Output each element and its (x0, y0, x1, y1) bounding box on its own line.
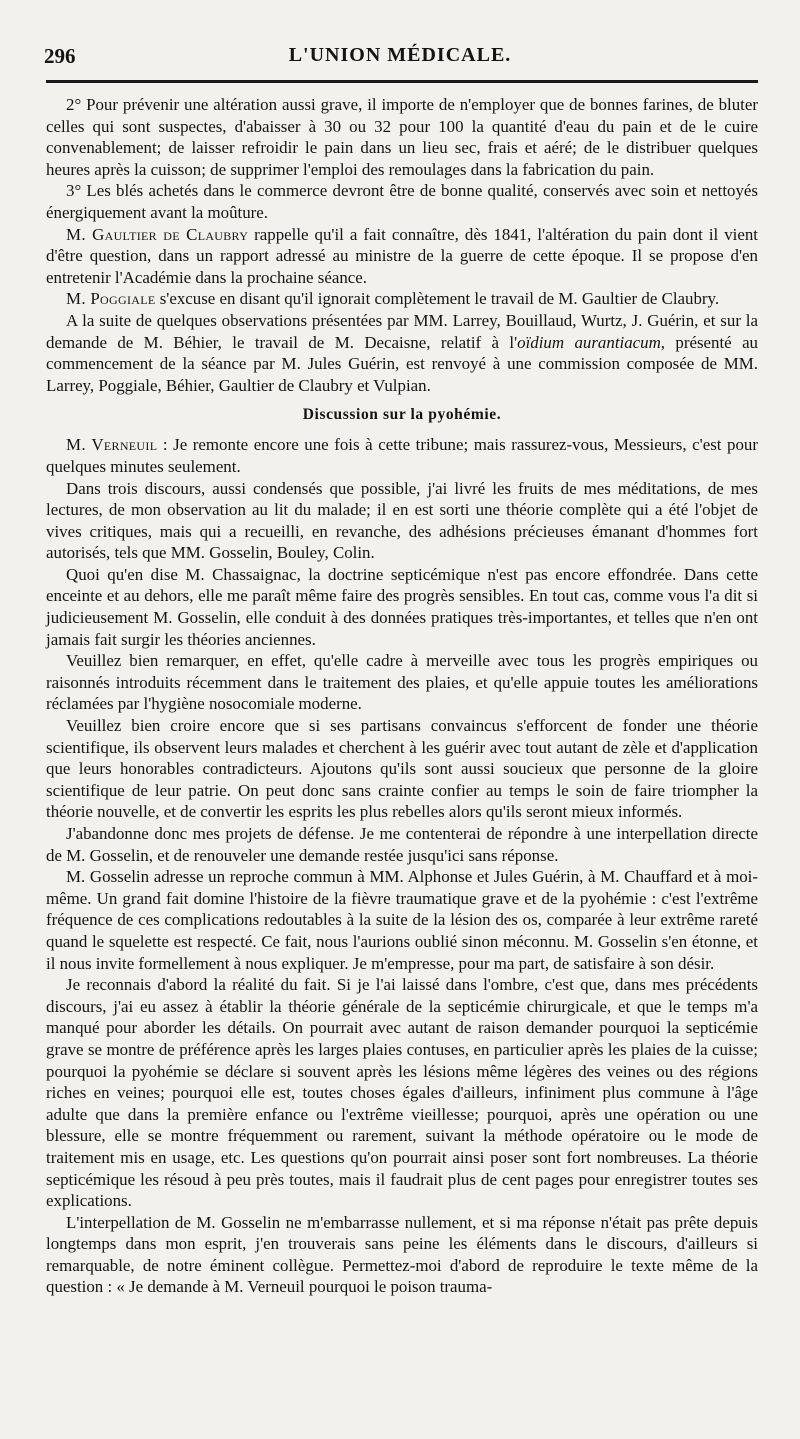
section-heading: Discussion sur la pyohémie. (302, 406, 502, 424)
page-number: 296 (44, 44, 76, 68)
species-name: oïdium aurantiacum (517, 332, 661, 352)
paragraph-text: A la suite de quelques observations présentées par MM. Larrey, Bouillaud, Wurtz, J. Guérin, et sur la demande de M. Béhier, le travail de M. Decaisne, relatif à l' (46, 310, 758, 352)
paragraph-11: J'abandonne donc mes projets de défense. Je me contenterai de répondre à une interpellation directe de M. Gosselin, et de renouveler une demande restée jusqu'ici sans réponse. (46, 824, 758, 865)
speaker-name: M. Poggiale (66, 289, 156, 309)
paragraph-8: Quoi qu'en dise M. Chassaignac, la doctrine septicémique n'est pas encore effondrée. Dans cette enceinte et au dehors, elle me paraît même faire des progrès sensibles. En tout cas, comme vous l'a dit si judicieusement M. Gosselin, elle conduit à des données pratiques très-importantes, et telles que n'en ont jamais fait surgir les théories anciennes. (46, 564, 758, 649)
article-body (46, 94, 758, 1298)
paragraph-13: Je reconnais d'abord la réalité du fait. Si je l'ai laissé dans l'ombre, c'est que, dans mes précédents discours, j'ai eu assez à établir la théorie générale de la septicémie chirurgicale, et que le temps m'a manqué pour aborder les détails. On pourrait avec autant de raison demander pourquoi la septicémie grave se montre de préférence après les larges plaies contuses, en particulier après les plaies de la cuisse; pourquoi la pyohémie se déclare si souvent après les lésions même légères des veines ou des régions riches en veines; pourquoi elle est, toutes choses égales d'ailleurs, infiniment plus commune à l'âge adulte que dans la première enfance ou l'extrême vieillesse; pourquoi, après une opération ou une blessure, elle se montre fréquemment ou rarement, suivant la méthode opératoire ou le mode de traitement mis en usage, etc. Les questions qu'on pourrait ainsi poser sont fort nombreuses. La théorie septicémique les résoud à peu près toutes, mais il faudrait plus de cent pages pour enregistrer toutes ses explications. (46, 975, 758, 1211)
paragraph-7: Dans trois discours, aussi condensés que possible, j'ai livré les fruits de mes méditations, de mes lectures, de mon observation au lit du malade; il en est sorti une théorie complète qui a été l'objet de vives critiques, mais qui a recueilli, en revanche, des adhésions précieuses émanant d'hommes fort autorisés, tels que MM. Gosselin, Bouley, Colin. (46, 478, 758, 563)
paragraph-9: Veuillez bien remarquer, en effet, qu'elle cadre à merveille avec tous les progrès empiriques ou raisonnés introduits récemment dans le traitement des plaies, et qu'elle appuie toutes les améliorations réclamées par l'hygiène nosocomiale moderne. (46, 651, 758, 714)
paragraph-10: Veuillez bien croire encore que si ses partisans convaincus s'efforcent de fonder une théorie scientifique, ils observent leurs malades et cherchent à les guérir avec tout autant de zèle et d'application que leurs honorables contradicteurs. Ajoutons qu'ils sont aussi soucieux que personne de la gloire scientifique de leur patrie. On peut donc sans crainte confier au temps le soin de faire triompher la théorie nouvelle, et de convertir les esprits les plus rebelles alors qu'ils seront mieux informés. (46, 716, 758, 822)
paragraph-text: , présenté au commencement de la séance par M. Jules Guérin, est renvoyé à une commission composée de MM. Larrey, Poggiale, Béhier, Gaultier de Claubry et Vulpian. (46, 332, 759, 395)
paragraph-6 (46, 434, 758, 477)
paragraph-4 (46, 288, 758, 310)
paragraph-text: rappelle qu'il a fait connaître, dès 1841, l'altération du pain dont il vient d'être question, dans un rapport adressé au ministre de la guerre de cette époque. Il se propose d'en entretenir l'Académie dans la prochaine séance. (46, 224, 758, 287)
speaker-name: M. Verneuil (66, 435, 158, 455)
paragraph-text: s'excuse en disant qu'il ignorait complètement le travail de M. Gaultier de Claubry. (155, 289, 720, 309)
paragraph-12: M. Gosselin adresse un reproche commun à MM. Alphonse et Jules Guérin, à M. Chauffard et à moi-même. Un grand fait domine l'histoire de la fièvre traumatique grave et de la pyohémie : c'est l'extrême fréquence de ces complications redoutables à la suite de la lésion des os, comparée à leur extrême rareté quand le squelette est respecté. Ce fait, nous l'aurions oublié sinon méconnu. M. Gosselin s'en étonne, et il nous invite formellement à nous expliquer. Je m'empresse, pour ma part, de satisfaire à son désir. (46, 867, 758, 973)
paragraph-text: : Je remonte encore une fois à cette tribune; mais rassurez-vous, Messieurs, c'est pour quelques minutes seulement. (46, 435, 758, 476)
paragraph-5 (46, 310, 758, 396)
paragraph-1: 2° Pour prévenir une altération aussi grave, il importe de n'employer que de bonnes farines, de bluter celles qui sont suspectes, d'abaisser à 30 ou 32 pour 100 la quantité d'eau du pain et de le cuire convenablement; de laisser refroidir le pain dans un lieu sec, frais et aéré; de le distribuer quelques heures après la cuisson; de supprimer l'emploi des remoulages dans la fabrication du pain. (46, 95, 758, 179)
journal-title: L'UNION MÉDICALE. (288, 44, 512, 66)
header-rule (46, 80, 758, 83)
paragraph-14: L'interpellation de M. Gosselin ne m'embarrasse nullement, et si ma réponse n'était pas prête depuis longtemps dans mon esprit, j'en trouverais sans peine les éléments dans le discours, d'ailleurs si remarquable, de notre éminent collègue. Permettez-moi d'abord de reproduire le texte même de la question : « Je demande à M. Verneuil pourquoi le poison trauma- (46, 1212, 758, 1297)
page-header (40, 44, 760, 72)
speaker-name: M. Gaultier de Claubry (66, 224, 249, 244)
paragraph-3 (46, 224, 758, 289)
paragraph-2: 3° Les blés achetés dans le commerce devront être de bonne qualité, conservés avec soin et nettoyés énergiquement avant la moûture. (46, 181, 758, 222)
